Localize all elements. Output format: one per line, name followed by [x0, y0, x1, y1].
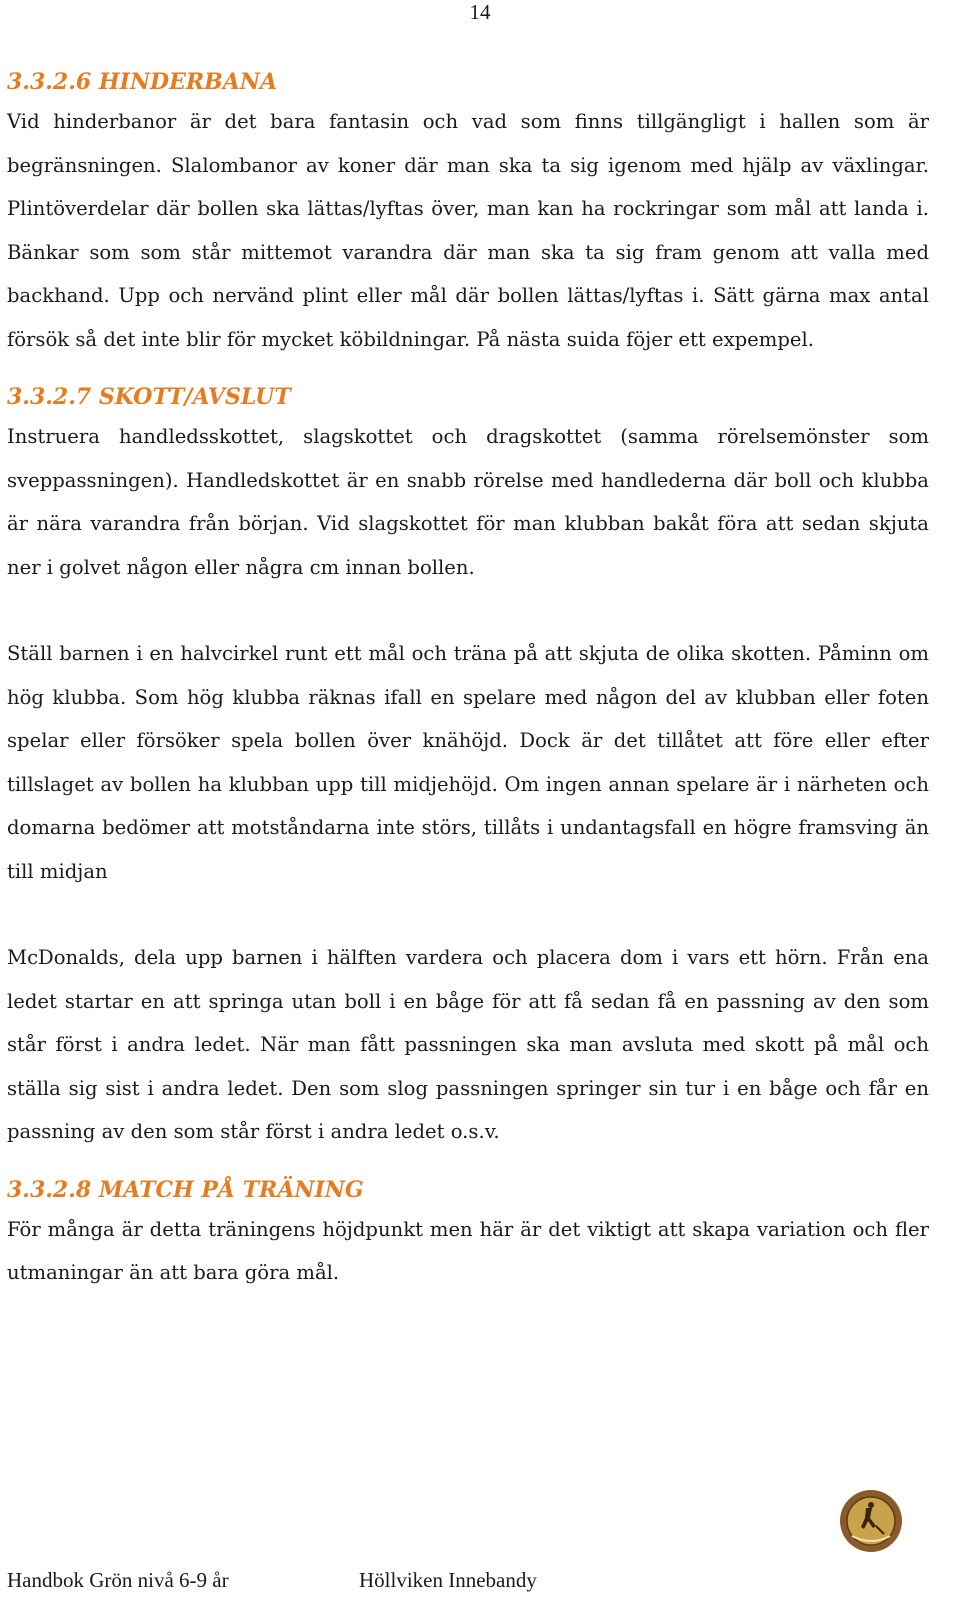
club-crest-icon [838, 1488, 904, 1554]
section-heading-skott-avslut: 3.3.2.7 SKOTT/AVSLUT [7, 384, 291, 410]
paragraph-hinderbana: Vid hinderbanor är det bara fantasin och vad som finns tillgängligt i hallen som är begränsningen. Slalombanor av koner där man ska ta sig igenom med hjälp av växlingar. Plintöverdelar där bollen ska lättas/lyftas över, man kan ha rockringar som mål att landa i. Bänkar som som står mittemot varandra där man ska ta sig fram genom att valla med backhand. Upp och nervänd plint eller mål där bollen lättas/lyftas i. Sätt gärna max antal försök så det inte blir för mycket köbildningar. På nästa suida föjer ett expempel. [7, 110, 929, 351]
footer-handbook-title: Handbok Grön nivå 6-9 år [7, 1568, 229, 1592]
page-number: 14 [469, 0, 491, 24]
paragraph-match-pa-traning: För många är detta träningens höjdpunkt men här är det viktigt att skapa variation och fler utmaningar än att bara göra mål. [7, 1217, 929, 1284]
paragraph-skott-mcdonalds: McDonalds, dela upp barnen i hälften vardera och placera dom i vars ett hörn. Från ena ledet startar en att springa utan boll i en båge för att få sedan få en passning av den som står först i andra ledet. När man fått passningen ska man avsluta med skott på mål och ställa sig sist i andra ledet. Den som slog passningen springer sin tur i en båge och får en passning av den som står först i andra ledet o.s.v. [7, 946, 929, 1143]
section-heading-hinderbana: 3.3.2.6 HINDERBANA [7, 69, 278, 95]
paragraph-skott-halvcirkel: Ställ barnen i en halvcirkel runt ett mål och träna på att skjuta de olika skotten. Påminn om hög klubba. Som hög klubba räknas ifall en spelare med någon del av klubban eller foten spelar eller försöker spela bollen över knähöjd. Dock är det tillåtet att före eller efter tillslaget av bollen ha klubban upp till midjehöjd. Om ingen annan spelare är i närheten och domarna bedömer att motståndarna inte störs, tillåts i undantagsfall en högre framsving än till midjan [7, 642, 929, 883]
footer-club-name: Höllviken Innebandy [359, 1568, 537, 1592]
paragraph-skott-instructions: Instruera handledsskottet, slagskottet och dragskottet (samma rörelsemönster som sveppassningen). Handledskottet är en snabb rörelse med handlederna där boll och klubba är nära varandra från början. Vid slagskottet för man klubban bakåt föra att sedan skjuta ner i golvet någon eller några cm innan bollen. [7, 425, 929, 579]
document-body [7, 64, 929, 1295]
section-heading-match-pa-traning: 3.3.2.8 MATCH PÅ TRÄNING [7, 1176, 364, 1203]
